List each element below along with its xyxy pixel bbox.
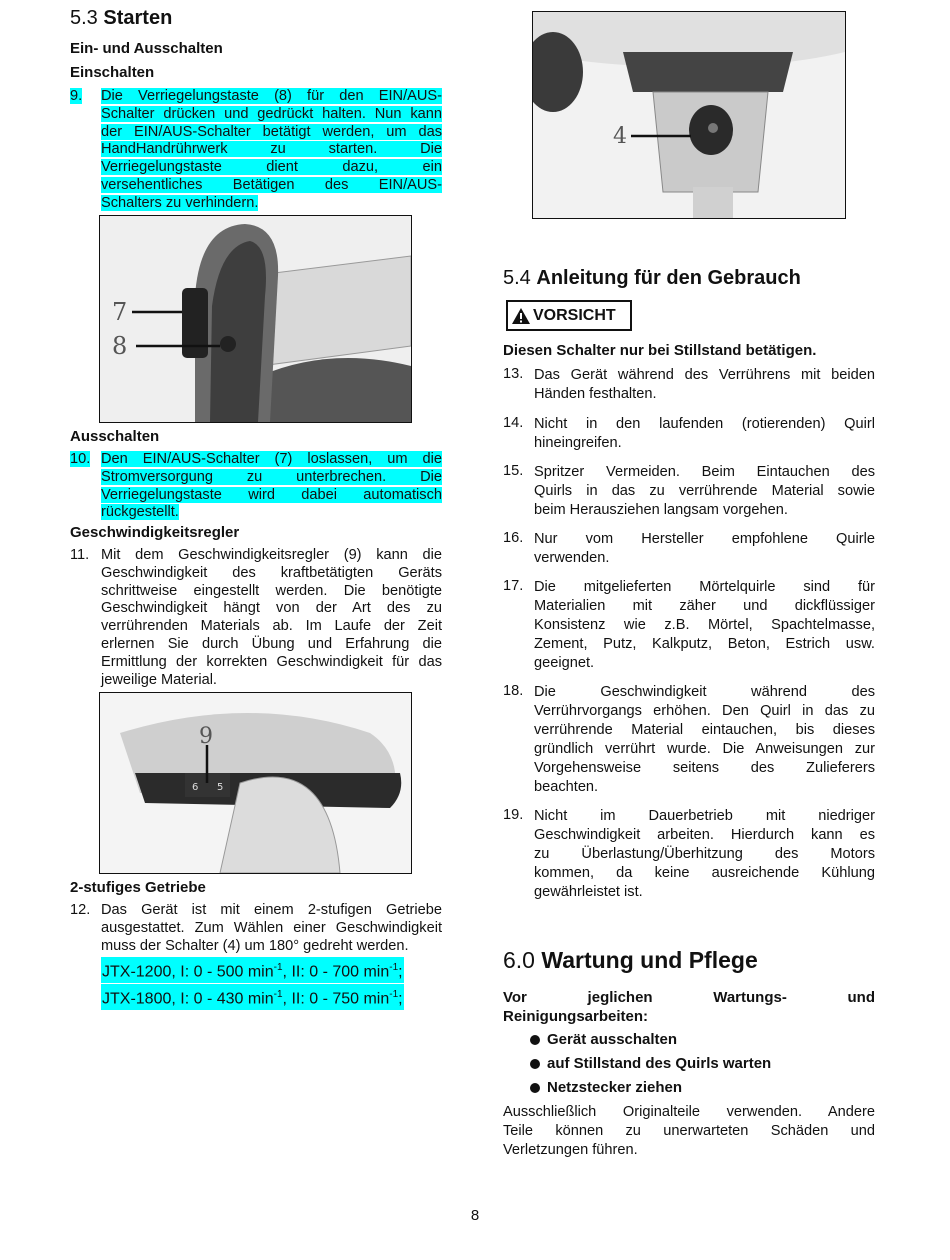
callout-7: 7 xyxy=(112,298,128,326)
item-text: Die Verriegelungstaste (8) für den EIN/AUS- Schalter drücken und gedrückt halten. Nun kann der EIN/AUS-Schalter betätigt werden, um das HandHandrührwerk zu starten. Die Verriegelungstaste dient dazu, ein versehentliches Betätigen des EIN/AUS- Schalters zu verhindern. xyxy=(101,88,442,211)
speed-dial-image xyxy=(100,693,411,873)
list-item-16: 16. Nur vom Hersteller empfohlene Quirle verwenden. xyxy=(503,530,875,566)
closing-paragraph: Ausschließlich Originalteile verwenden. Andere Teile können zu unerwarteten Schäden und Verletzungen führen. xyxy=(503,1104,875,1158)
photo-speed-dial xyxy=(99,692,412,874)
bullet-item: auf Stillstand des Quirls warten xyxy=(530,1052,771,1076)
list-item-11: 11. Mit dem Geschwindigkeitsregler (9) kann die Geschwindigkeit des kraftbetätigten Geräts schrittweise eingestellt werden. Die benötigte Geschwindigkeit hängt von der Art des zu verrührenden Materials ab. Im Laufe der Zeit erlernen Sie durch Übung und Erfahrung die Ermittlung der korrekten Geschwindigkeit für das jeweilige Material. xyxy=(70,547,442,688)
section-6-0-heading: 6.0 Wartung und Pflege xyxy=(503,947,758,973)
subheading-switch-off: Ausschalten xyxy=(70,428,160,445)
callout-9: 9 xyxy=(199,724,213,749)
list-item-19: 19. Nicht im Dauerbetrieb mit niedriger Geschwindigkeit arbeiten. Hierdurch kann es zu Überlastung/Überhitzung des Motors kommen, da keine ausreichende Kühlung gewährleistet ist. xyxy=(503,807,875,900)
callout-8: 8 xyxy=(112,332,128,360)
maintenance-bullets xyxy=(530,1028,771,1100)
dial-mark-6: 6 xyxy=(192,782,199,793)
subheading-on-off: Ein- und Ausschalten xyxy=(70,40,223,57)
subheading-speed-control: Geschwindigkeitsregler xyxy=(70,524,240,541)
page-number: 8 xyxy=(470,1207,480,1224)
warning-badge xyxy=(506,300,632,331)
section-5-4-heading: 5.4 Anleitung für den Gebrauch xyxy=(503,267,801,289)
list-item-14: 14. Nicht in den laufenden (rotierenden) Quirl hineingreifen. xyxy=(503,415,875,451)
bullet-item: Netzstecker ziehen xyxy=(530,1076,771,1100)
photo-gear-switch xyxy=(532,11,846,219)
list-item-18: 18. Die Geschwindigkeit während des Verrührvorgangs erhöhen. Den Quirl in das zu verrührende Material eintauchen, bis dieses gründlich verrührt wurde. Die Anweisungen zur Vorgehensweise seitens des Zulieferers beachten. xyxy=(503,683,875,795)
list-item-13: 13. Das Gerät während des Verrührens mit beiden Händen festhalten. xyxy=(503,366,875,402)
section-5-3-heading: 5.3 Starten xyxy=(70,7,173,29)
spec-jtx-1200: JTX-1200, I: 0 - 500 $\min^{-1}$, II: 0 - 700 $\min^{-1}$; xyxy=(101,957,404,983)
list-item-10: 10. Den EIN/AUS-Schalter (7) loslassen, um die Stromversorgung zu unterbrechen. Die Verriegelungstaste wird dabei automatisch rückgestellt. xyxy=(70,451,442,521)
maintenance-intro: Vor jeglichen Wartungs- und Reinigungsarbeiten: xyxy=(503,989,875,1025)
warning-text: Diesen Schalter nur bei Stillstand betätigen. xyxy=(503,342,817,359)
mixer-handle-image xyxy=(100,216,411,422)
list-item-9: 9. Die Verriegelungstaste (8) für den EIN/AUS- Schalter drücken und gedrückt halten. Nun kann der EIN/AUS-Schalter betätigt werden, um das HandHandrührwerk zu starten. Die Verriegelungstaste dient dazu, ein versehentliches Betätigen des EIN/AUS- Schalters zu verhindern. xyxy=(70,88,442,211)
list-item-17: 17. Die mitgelieferten Mörtelquirle sind für Materialien mit zäher und dickflüssiger Konsistenz wie z.B. Mörtel, Spachtelmasse, Zement, Putz, Kalkputz, Beton, Estrich usw. geeignet. xyxy=(503,578,875,671)
list-item-12: 12. Das Gerät ist mit einem 2-stufigen Getriebe ausgestattet. Zum Wählen einer Geschwindigkeit muss der Schalter (4) um 180° gedreht werden. xyxy=(70,902,442,954)
usage-list xyxy=(503,366,875,902)
photo-lock-button xyxy=(99,215,412,423)
subheading-switch-on: Einschalten xyxy=(70,64,155,81)
warning-label: VORSICHT xyxy=(533,306,616,324)
dial-mark-5: 5 xyxy=(217,782,224,793)
callout-4: 4 xyxy=(613,124,627,149)
list-item-15: 15. Spritzer Vermeiden. Beim Eintauchen des Quirls in das zu verrührende Material sowie beim Herausziehen langsam vorgehen. xyxy=(503,463,875,518)
subheading-gearbox: 2-stufiges Getriebe xyxy=(70,879,206,896)
spec-jtx-1800: JTX-1800, I: 0 - 430 $\min^{-1}$, II: 0 - 750 $\min^{-1}$; xyxy=(101,984,404,1010)
left-lower xyxy=(70,428,442,446)
bullet-item: Gerät ausschalten xyxy=(530,1028,771,1052)
warning-triangle-icon xyxy=(511,307,531,325)
gear-switch-image xyxy=(533,12,845,218)
